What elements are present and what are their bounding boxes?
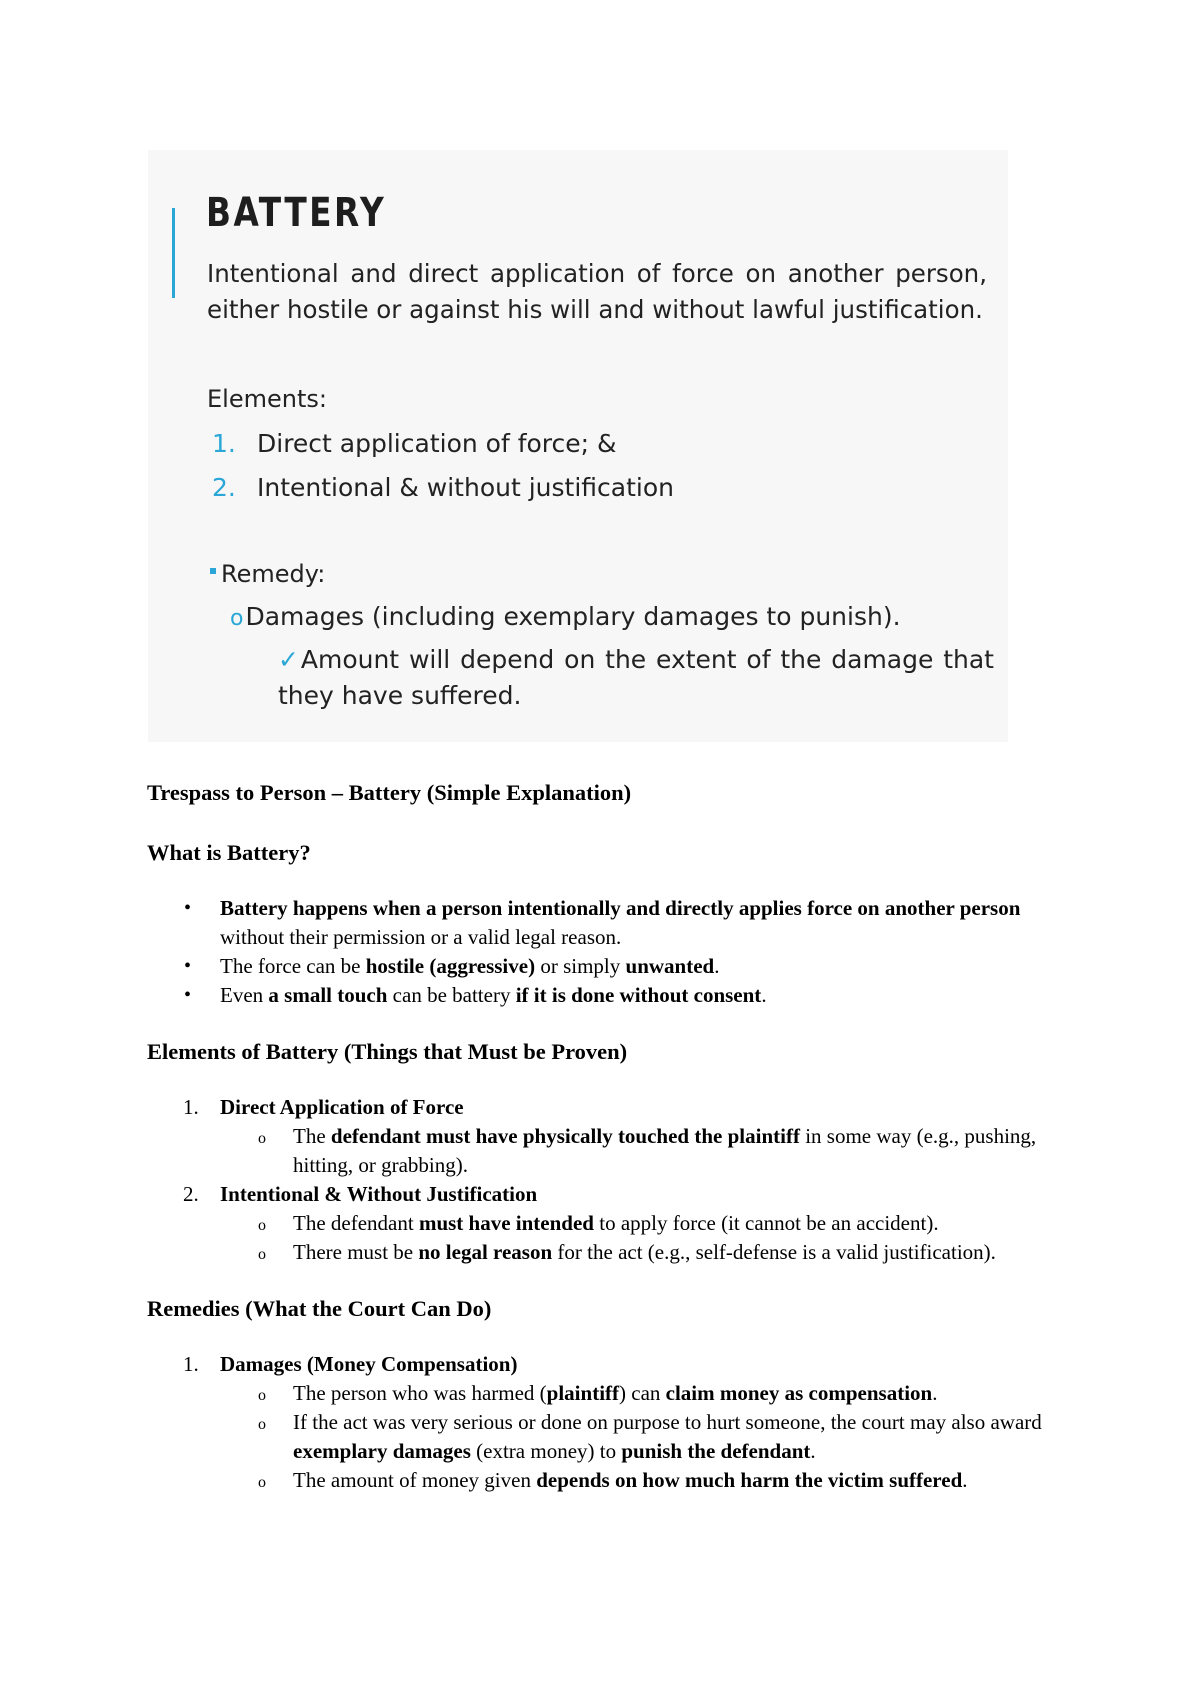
- slide-amount-row: [278, 642, 994, 714]
- text: can be battery: [387, 983, 516, 1007]
- elements-list: [147, 1093, 1067, 1267]
- slide-remedy-label: Remedy:: [221, 560, 326, 588]
- text: The force can be: [220, 954, 366, 978]
- bold-text: must have intended: [418, 1211, 594, 1235]
- list-item: [147, 952, 1067, 981]
- document-body: [147, 778, 1067, 1495]
- sub-list: [220, 1379, 1067, 1495]
- text: The: [293, 1124, 331, 1148]
- bold-text: defendant must have physically touched the plaintiff: [330, 1124, 800, 1148]
- sub-list-item: [220, 1379, 1067, 1408]
- what-is-battery-heading: What is Battery?: [147, 840, 311, 865]
- sub-list: [220, 1122, 1067, 1180]
- item-title: Damages (Money Compensation): [220, 1352, 518, 1376]
- text: The person who was harmed (: [293, 1381, 547, 1405]
- text: The defendant: [293, 1211, 419, 1235]
- list-item: [147, 894, 1067, 952]
- list-item: [147, 1093, 1067, 1180]
- text: Even: [220, 983, 269, 1007]
- slide-element-text: Intentional & without justification: [257, 473, 674, 502]
- text: without their permission or a valid legal reason.: [220, 925, 622, 949]
- text: or simply: [535, 954, 626, 978]
- bold-text: depends on how much harm the victim suffered: [536, 1468, 963, 1492]
- slide-element-text: Direct application of force; &: [257, 429, 617, 458]
- text: for the act (e.g., self-defense is a valid justification).: [552, 1240, 996, 1264]
- remedies-heading: Remedies (What the Court Can Do): [147, 1296, 492, 1321]
- slide-element-number: 1.: [212, 429, 236, 458]
- elements-heading: Elements of Battery (Things that Must be Proven): [147, 1039, 628, 1064]
- sub-list: [220, 1209, 1067, 1267]
- sub-list-item: [220, 1466, 1067, 1495]
- slide-elements-label: Elements:: [207, 385, 327, 413]
- text: in some way (e.g., pushing, hitting, or grabbing).: [293, 1124, 1037, 1177]
- item-number: 1.: [183, 1352, 199, 1376]
- item-number: 1.: [183, 1095, 199, 1119]
- sub-list-item: [220, 1238, 1067, 1267]
- text: .: [810, 1439, 816, 1463]
- sub-list-item: [220, 1122, 1067, 1180]
- slide-remedy-label-row: [210, 560, 325, 588]
- bold-text: unwanted: [625, 954, 715, 978]
- text: If the act was very serious or done on purpose to hurt someone, the court may also award: [293, 1410, 1042, 1434]
- accent-bar: [172, 208, 175, 298]
- bold-text: plaintiff: [546, 1381, 620, 1405]
- text: (extra money) to: [470, 1439, 622, 1463]
- item-title: Intentional & Without Justification: [220, 1182, 538, 1206]
- text: .: [962, 1468, 968, 1492]
- bold-text: punish the defendant: [621, 1439, 811, 1463]
- list-item: [147, 1180, 1067, 1267]
- list-item: [147, 981, 1067, 1010]
- text: There must be: [293, 1240, 419, 1264]
- text: to apply force (it cannot be an accident).: [593, 1211, 939, 1235]
- square-bullet-icon: [210, 568, 216, 574]
- slide-damages-row: [230, 602, 901, 631]
- battery-slide-image: [148, 150, 1008, 742]
- slide-title: BATTERY: [206, 190, 387, 236]
- slide-elements-list: [212, 422, 674, 510]
- remedies-list: [147, 1350, 1067, 1495]
- bold-text: if it is done without consent: [515, 983, 762, 1007]
- sub-list-item: [220, 1209, 1067, 1238]
- text: ) can: [619, 1381, 666, 1405]
- item-number: 2.: [183, 1182, 199, 1206]
- slide-definition: Intentional and direct application of force on another person, either hostile or against his will and without lawful justification.: [207, 259, 987, 324]
- slide-damages-text: Damages (including exemplary damages to punish).: [245, 602, 901, 631]
- text: .: [761, 983, 767, 1007]
- bold-text: hostile (aggressive): [365, 954, 536, 978]
- slide-element-number: 2.: [212, 473, 236, 502]
- item-title: Direct Application of Force: [220, 1095, 464, 1119]
- bold-text: claim money as compensation: [665, 1381, 933, 1405]
- slide-element-item: [212, 466, 674, 510]
- checkmark-icon: ✓: [278, 645, 301, 674]
- bold-text: exemplary damages: [293, 1439, 471, 1463]
- bold-text: a small touch: [268, 983, 388, 1007]
- text: .: [714, 954, 720, 978]
- bold-text: Battery happens when a person intentionally and directly applies force on another person: [220, 896, 1021, 920]
- text: The amount of money given: [293, 1468, 537, 1492]
- sub-list-item: [220, 1408, 1067, 1466]
- slide-element-item: [212, 422, 674, 466]
- text: .: [932, 1381, 938, 1405]
- what-is-battery-list: [147, 894, 1067, 1010]
- slide-amount-text: Amount will depend on the extent of the damage that they have suffered.: [278, 645, 994, 710]
- list-item: [147, 1350, 1067, 1495]
- circle-bullet-icon: o: [230, 606, 244, 631]
- document-title: Trespass to Person – Battery (Simple Explanation): [147, 780, 632, 805]
- bold-text: no legal reason: [418, 1240, 553, 1264]
